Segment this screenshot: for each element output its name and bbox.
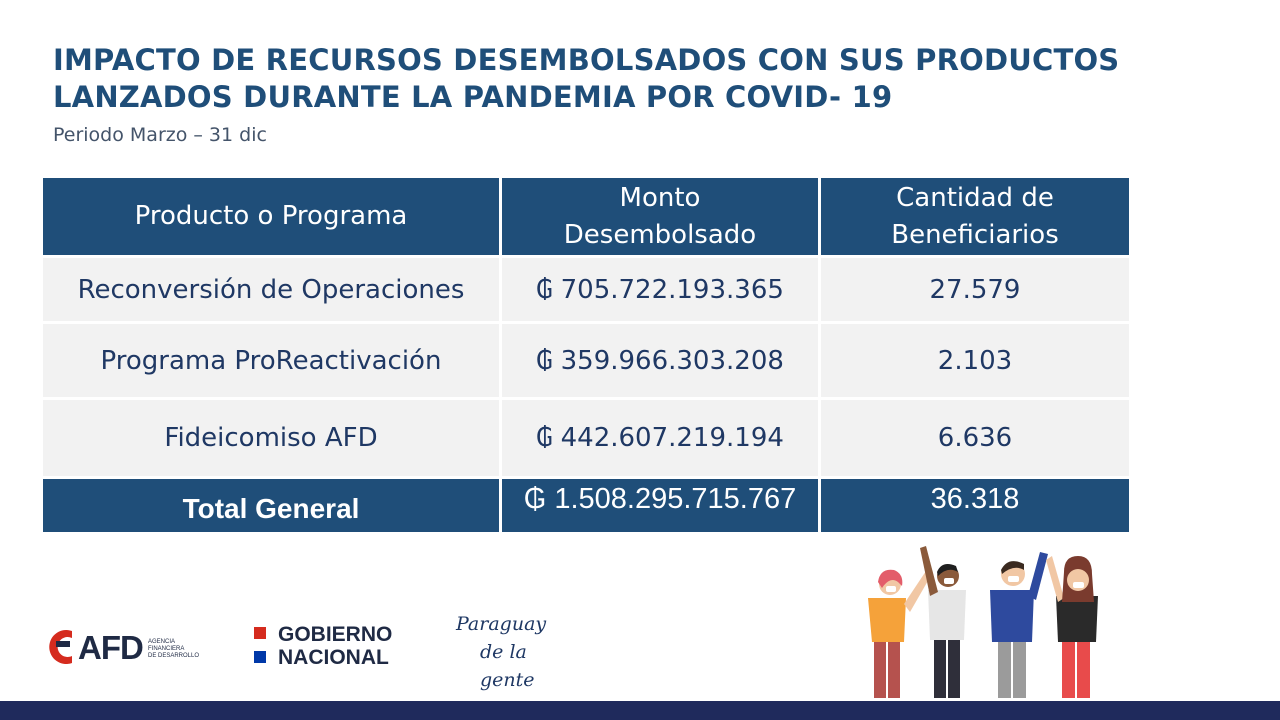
title-line-1: IMPACTO DE RECURSOS DESEMBOLSADOS CON SUS PRODUCTOS — [53, 43, 1120, 77]
total-amount: ₲ 1.508.295.715.767 — [502, 479, 818, 532]
cell-amount: ₲ 442.607.219.194 — [502, 400, 818, 476]
person-icon — [868, 568, 933, 698]
people-celebrating-illustration — [858, 538, 1118, 700]
afd-logo-subtext: AGENCIA FINANCIERA DE DESARROLLO — [148, 639, 200, 659]
paraguay-de-la-gente-logo — [456, 610, 586, 691]
flag-blue-square — [254, 651, 266, 663]
cell-amount: ₲ 359.966.303.208 — [502, 324, 818, 397]
disbursement-table — [40, 175, 1132, 535]
afd-logo-text: AFD — [78, 629, 143, 666]
cell-product: Fideicomiso AFD — [43, 400, 499, 476]
gobierno-logo-text: GOBIERNO NACIONAL — [278, 623, 393, 669]
table-row — [43, 258, 1129, 321]
cell-count: 2.103 — [821, 324, 1129, 397]
cell-amount: ₲ 705.722.193.365 — [502, 258, 818, 321]
guarani-symbol: ₲ — [523, 483, 547, 515]
total-label: Total General — [43, 479, 499, 532]
title-line-2: LANZADOS DURANTE LA PANDEMIA POR COVID- 19 — [53, 80, 893, 114]
cell-count: 6.636 — [821, 400, 1129, 476]
table-header-row — [43, 178, 1129, 255]
guarani-symbol: ₲ — [536, 345, 553, 376]
guarani-symbol: ₲ — [536, 274, 553, 305]
cell-product: Reconversión de Operaciones — [43, 258, 499, 321]
cell-count: 27.579 — [821, 258, 1129, 321]
total-count: 36.318 — [821, 479, 1129, 532]
slide-subtitle: Periodo Marzo – 31 dic — [53, 124, 267, 146]
slide-title — [53, 42, 1213, 116]
paraguay-logo-text: Paraguay de la gente — [456, 613, 547, 691]
person-icon — [990, 552, 1048, 698]
bottom-bar — [0, 701, 1280, 720]
guarani-symbol: ₲ — [536, 423, 553, 453]
header-amount: Monto Desembolsado — [502, 178, 818, 255]
gobierno-nacional-logo — [254, 625, 414, 669]
header-count: Cantidad de Beneficiarios — [821, 178, 1129, 255]
table-row — [43, 400, 1129, 476]
afd-mark-icon — [42, 627, 78, 667]
person-icon — [920, 546, 966, 698]
table-total-row — [43, 479, 1129, 532]
person-icon — [1046, 556, 1098, 698]
flag-red-square — [254, 627, 266, 639]
header-product: Producto o Programa — [43, 178, 499, 255]
cell-product: Programa ProReactivación — [43, 324, 499, 397]
afd-logo — [42, 627, 207, 669]
table-row — [43, 324, 1129, 397]
